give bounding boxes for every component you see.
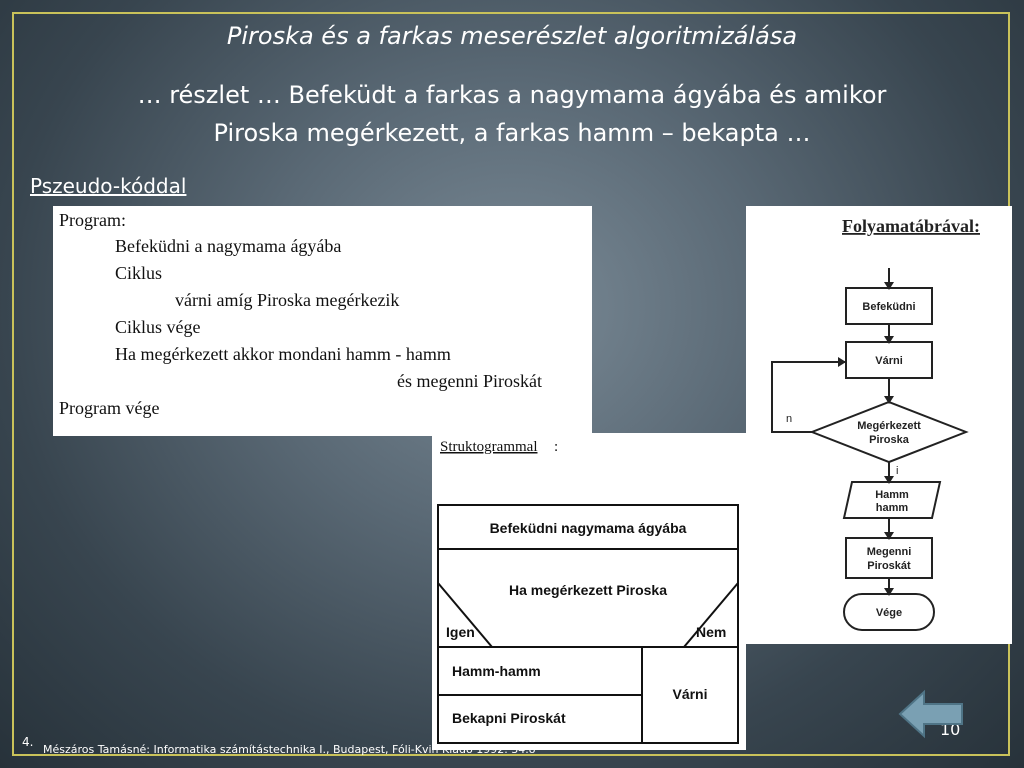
flowchart-panel [746, 206, 1012, 644]
flowchart-label-decision-1: Megérkezett [857, 420, 921, 432]
footer-citation: Mészáros Tamásné: Informatika számítástechnika I., Budapest, Fóli-Kvin Kiadó 1992. 34.o [43, 743, 536, 756]
struktogram-heading: Struktogrammal [440, 439, 538, 455]
flowchart-label-megenni-1: Megenni [866, 546, 912, 558]
pseudocode-line: várni amíg Piroska megérkezik [175, 290, 400, 310]
struktogram-yes: Igen [446, 624, 475, 640]
flowchart-diagram [746, 206, 1012, 644]
pseudocode-line: Program vége [59, 398, 160, 418]
pseudocode-panel [53, 206, 592, 436]
back-arrow-icon [898, 688, 966, 740]
struktogram-yes-action-1: Hamm-hamm [452, 663, 541, 679]
struktogram-panel [432, 433, 746, 750]
pseudocode-line: Program: [59, 210, 126, 230]
pseudocode-line: Befeküdni a nagymama ágyába [115, 236, 342, 256]
page-number: 10 [940, 720, 961, 739]
flowchart-branch-no: n [786, 413, 793, 425]
flowchart-label-vege: Vége [875, 607, 903, 619]
flowchart-label-decision-2: Piroska [869, 434, 909, 446]
back-button[interactable] [898, 688, 966, 740]
flowchart-box-megenni [846, 538, 932, 578]
flowchart-label-megenni-2: Piroskát [867, 560, 911, 572]
struktogram-step1: Befeküdni nagymama ágyába [489, 520, 687, 536]
flowchart-decision [812, 402, 966, 462]
struktogram-condition: Ha megérkezett Piroska [509, 582, 667, 598]
struktogram-diagram [432, 433, 746, 750]
footer-slide-marker: 4. [22, 735, 34, 749]
flowchart-label-befekudni: Befeküdni [862, 301, 916, 313]
flowchart-branch-yes: i [896, 465, 899, 477]
pseudocode-line: és megenni Piroskát [397, 371, 542, 391]
subtitle-line-1: … részlet … Befeküdt a farkas a nagymama ágyába és amikor [137, 81, 887, 109]
pseudocode-section-label[interactable]: Pszeudo-kóddal [30, 174, 187, 198]
slide-title: Piroska és a farkas meserészlet algoritmizálása [226, 22, 798, 50]
pseudocode-line: Ha megérkezett akkor mondani hamm - hamm [115, 344, 451, 364]
struktogram-heading-colon: : [554, 439, 559, 455]
flowchart-label-io-2: hamm [875, 502, 909, 514]
subtitle-line-2: Piroska megérkezett, a farkas hamm – bekapta … [213, 119, 811, 147]
struktogram-no: Nem [696, 624, 727, 640]
flowchart-label-varni: Várni [875, 355, 903, 367]
pseudocode-line: Ciklus vége [115, 317, 201, 337]
pseudocode-line: Ciklus [115, 263, 163, 283]
flowchart-heading: Folyamatábrával: [842, 216, 980, 236]
struktogram-no-action: Várni [672, 686, 708, 702]
struktogram-yes-action-2: Bekapni Piroskát [452, 710, 566, 726]
slide-subtitle [40, 76, 984, 152]
flowchart-label-io-1: Hamm [875, 489, 909, 501]
struktogram-condition-box [438, 549, 738, 647]
